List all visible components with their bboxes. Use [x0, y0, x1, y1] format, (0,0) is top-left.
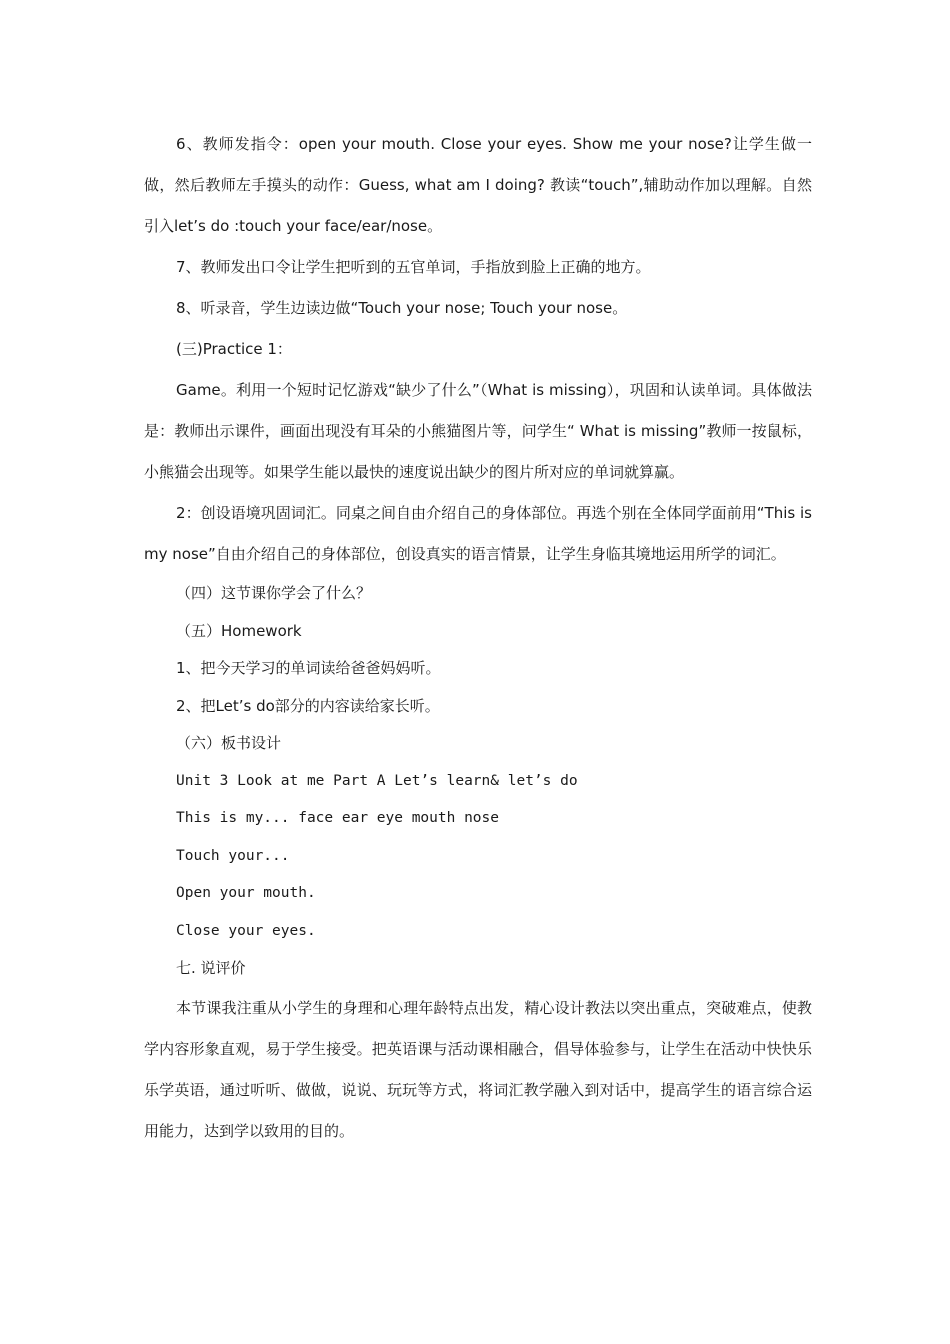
paragraph-step-7: 7、教师发出口令让学生把听到的五官单词，手指放到脸上正确的地方。 — [176, 258, 651, 276]
document-body — [144, 124, 812, 1152]
section-evaluation-heading: 七. 说评价 — [176, 959, 246, 977]
paragraph-evaluation: 本节课我注重从小学生的身理和心理年龄特点出发，精心设计教法以突出重点，突破难点，使教学内容形象直观，易于学生接受。把英语课与活动课相融合，倡导体验参与，让学生在活动中快快乐乐学英语，通过听听、做做，说说、玩玩等方式，将词汇教学融入到对话中，提高学生的语言综合运用能力，达到学以致用的目的。 — [144, 998, 812, 1140]
paragraph-step-6: 6、教师发指令：open your mouth. Close your eyes. Show me your nose?让学生做一做，然后教师左手摸头的动作：Guess, what am I doing? 教读“touch”,辅助动作加以理解。自然引入let’s do :touch your face/ear/nose。 — [144, 135, 812, 235]
section-review-heading: （四）这节课你学会了什么？ — [176, 584, 372, 602]
section-board-heading: （六）板书设计 — [176, 734, 282, 752]
board-line-5: Close your eyes. — [176, 922, 316, 939]
paragraph-practice-2: 2：创设语境巩固词汇。同桌之间自由介绍自己的身体部位。再选个别在全体同学面前用“This is my nose”自由介绍自己的身体部位，创设真实的语言情景，让学生身临其境地运用所学的词汇。 — [144, 504, 812, 563]
board-line-1: Unit 3 Look at me Part A Let’s learn& let’s do — [176, 772, 578, 789]
board-line-4: Open your mouth. — [176, 885, 316, 901]
section-practice-heading: (三)Practice 1： — [176, 340, 292, 358]
board-line-2: This is my... face ear eye mouth nose — [176, 810, 500, 826]
homework-item-1: 1、把今天学习的单词读给爸爸妈妈听。 — [176, 659, 441, 677]
section-homework-heading: （五）Homework — [176, 621, 302, 640]
paragraph-step-8: 8、听录音，学生边读边做“Touch your nose; Touch your nose。 — [176, 299, 628, 317]
paragraph-game: Game。利用一个短时记忆游戏“缺少了什么”（What is missing），巩固和认读单词。具体做法是：教师出示课件，画面出现没有耳朵的小熊猫图片等，问学生“ What is missing”教师一按鼠标，小熊猫会出现等。如果学生能以最快的速度说出缺少的图片所对应的单词就算赢。 — [144, 381, 812, 481]
homework-item-2: 2、把Let’s do部分的内容读给家长听。 — [176, 696, 440, 715]
board-line-3: Touch your... — [176, 847, 290, 864]
